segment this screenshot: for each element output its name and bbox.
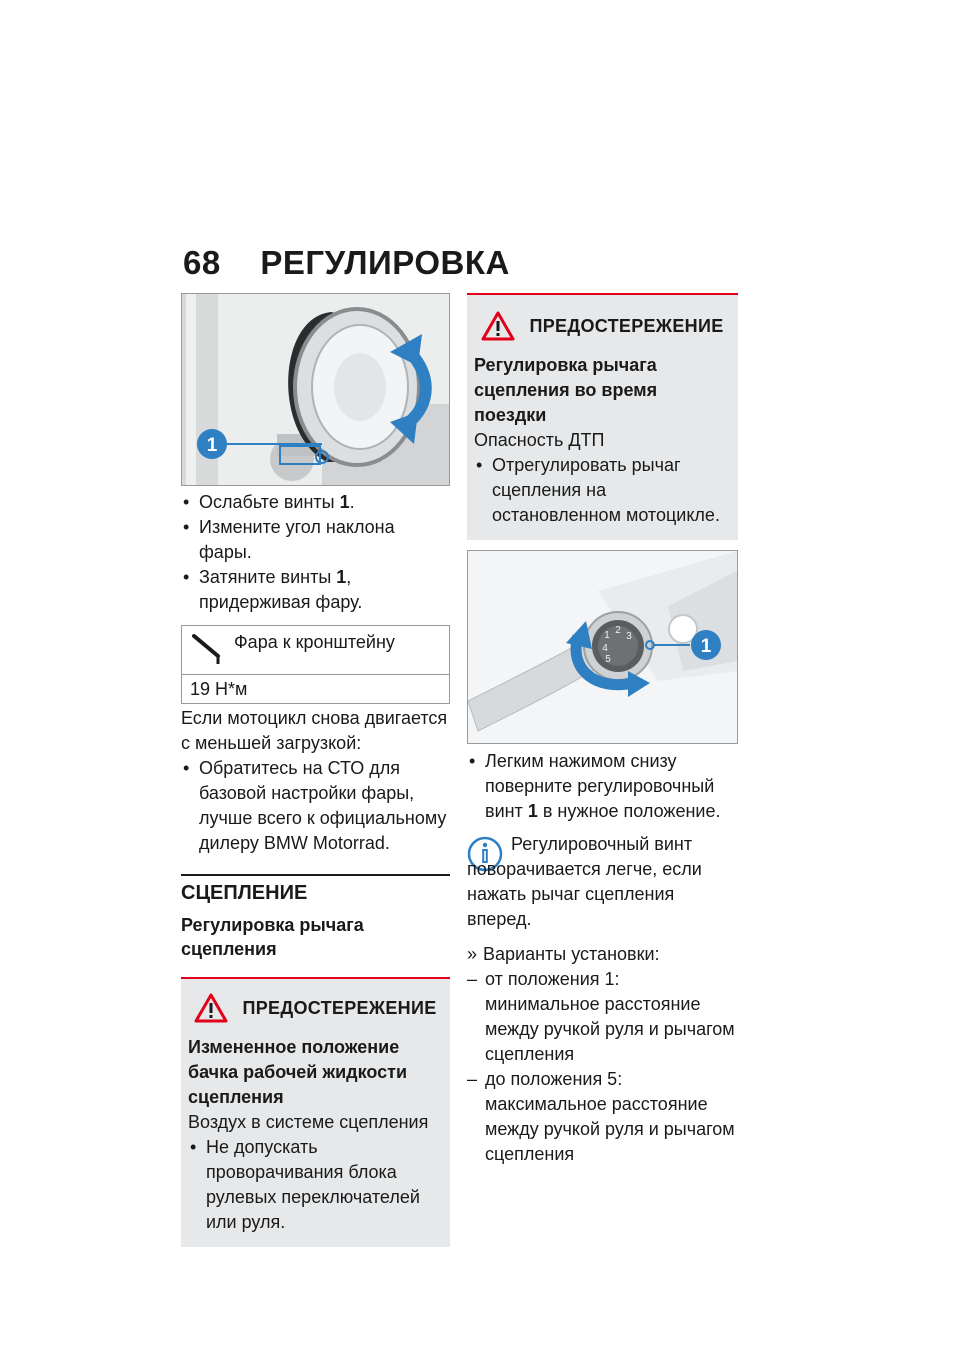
variants-intro: » Варианты установки: — [467, 942, 738, 967]
subsection-title: Регулировка рычага сцепления — [181, 915, 364, 959]
warning-label: ПРЕДОСТЕРЕЖЕНИЕ — [242, 997, 437, 1018]
warning-bullet: • Отрегулировать рычаг сцепления на остановленном мотоцикле. — [474, 453, 731, 528]
warning-triangle-icon — [194, 993, 228, 1023]
note-bullet: • Обратитесь на СТО для базовой настройки фары, лучше всего к официальному дилеру BMW Motorrad. — [181, 756, 450, 856]
headlight-steps — [181, 490, 450, 615]
svg-text:3: 3 — [626, 631, 632, 642]
warning-title: Измененное положение бачка рабочей жидкости сцепления — [188, 1037, 408, 1107]
headlight-illustration — [182, 294, 449, 485]
info-note — [467, 832, 738, 932]
warning-triangle-icon — [481, 311, 515, 341]
list-item: – от положения 1: минимальное расстояние между ручкой руля и рычагом сцепления — [467, 967, 738, 1067]
warning-title: Регулировка рычага сцепления во время поездки — [474, 355, 658, 425]
list-item: – до положения 5: максимальное расстояние между ручкой руля и рычагом сцепления — [467, 1067, 738, 1167]
warning-box-right — [467, 293, 738, 540]
note-intro: Если мотоцикл снова двигается с меньшей загрузкой: — [181, 708, 448, 753]
warning-box-left — [181, 977, 450, 1247]
right-column — [467, 293, 738, 1167]
torque-wrench-icon — [190, 630, 234, 671]
warning-subtitle: Опасность ДТП — [474, 430, 605, 450]
clutch-lever-illustration — [468, 551, 737, 743]
svg-text:2: 2 — [615, 625, 621, 636]
headlight-figure — [181, 293, 450, 486]
clutch-step: • Легким нажимом снизу поверните регулировочный винт 1 в нужное положение. — [467, 749, 738, 824]
left-column — [181, 293, 450, 1247]
svg-text:5: 5 — [605, 654, 611, 665]
torque-label: Фара к кронштейну — [234, 632, 395, 652]
list-item: • Затяните винты 1, придерживая фару. — [181, 565, 450, 615]
clutch-lever-figure — [467, 550, 738, 744]
list-item: • Измените угол наклона фары. — [181, 515, 450, 565]
page-number: 68 — [183, 244, 221, 281]
torque-spec-box — [181, 625, 450, 704]
page-header — [183, 244, 510, 282]
svg-text:4: 4 — [602, 643, 608, 654]
svg-text:1: 1 — [604, 630, 610, 641]
info-text: Регулировочный винт поворачивается легче, если нажать рычаг сцепления вперед. — [467, 834, 702, 929]
warning-subtitle: Воздух в системе сцепления — [188, 1112, 429, 1132]
torque-value: 19 Н*м — [182, 674, 449, 703]
page-title: РЕГУЛИРОВКА — [260, 244, 510, 281]
list-item: • Ослабьте винты 1. — [181, 490, 450, 515]
warning-bullet: • Не допускать проворачивания блока рулевых переключателей или руля. — [188, 1135, 443, 1235]
figure-callout-1: 1 — [700, 636, 712, 657]
warning-label: ПРЕДОСТЕРЕЖЕНИЕ — [529, 315, 724, 336]
section-title-clutch: СЦЕПЛЕНИЕ — [181, 874, 450, 905]
figure-callout-1: 1 — [206, 435, 218, 456]
